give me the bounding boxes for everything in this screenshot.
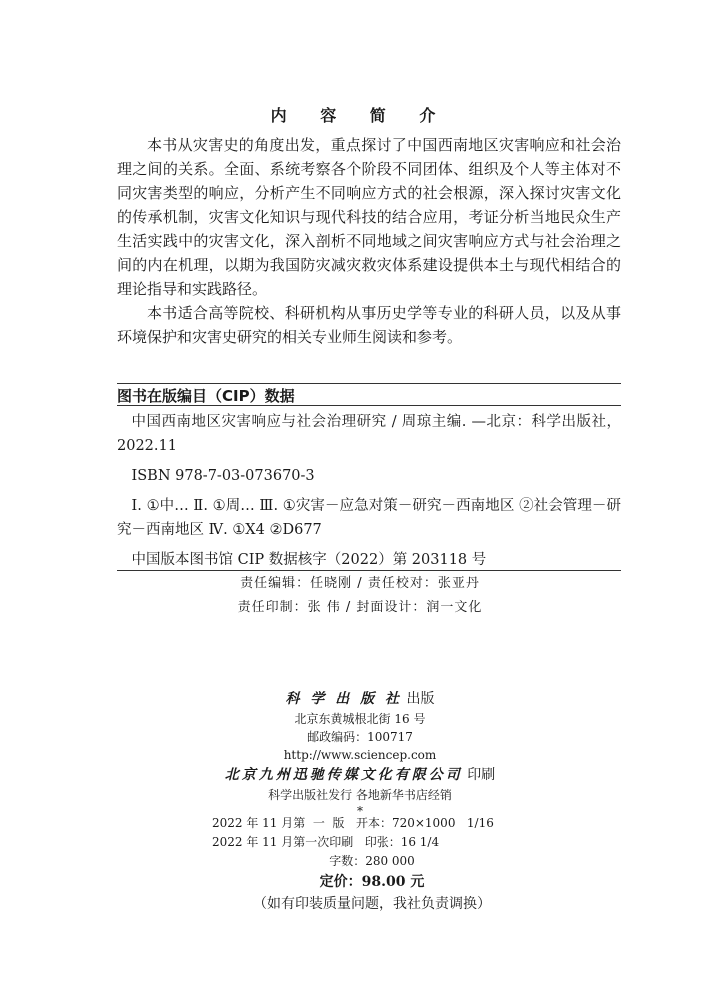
intro-paragraph: 本书适合高等院校、科研机构从事历史学等专业的科研人员，以及从事环境保护和灾害史研究的相关专业师生阅读和参考。 [117,304,621,346]
cip-header: 图书在版编目（CIP）数据 [117,387,295,405]
printer-name: 北京九州迅驰传媒文化有限公司 [224,767,463,783]
separator-star: * [357,804,363,818]
distribution-line: 科学出版社发行 各地新华书店经销 [268,788,452,802]
word-count: 字数：280 000 [329,854,415,868]
publisher-line [0,688,720,710]
cip-number: 中国版本图书馆 CIP 数据核字（2022）第 203118 号 [131,552,487,568]
cip-divider-bottom [117,570,621,571]
cip-divider-top [117,383,621,384]
edition-line: 2022 年 11 月第 一 版 开本：720×1000 1/16 [212,816,494,830]
publisher-address: 北京东黄城根北街 16 号 [294,712,426,726]
price: 定价：98.00 元 [319,874,425,890]
publisher-name-suffix: 出版 [406,691,435,707]
publisher-website: http://www.sciencep.com [283,748,437,762]
printer-line [0,764,720,786]
cip-divider-middle [117,405,621,406]
intro-paragraph: 本书从灾害史的角度出发，重点探讨了中国西南地区灾害响应和社会治理之间的关系。全面、系统考察各个阶段不同团体、组织及个人等主体对不同灾害类型的响应，分析产生不同响应方式的社会根源，深入探讨灾害文化的传承机制，灾害文化知识与现代科技的结合应用，考证分析当地民众生产生活实践中的灾害文化，深入剖析不同地域之间灾害响应方式与社会治理之间的内在机理，以期为我国防灾减灾救灾体系建设提供本土与现代相结合的理论指导和实践路径。 [117,136,621,298]
cip-record [117,410,621,578]
credits [0,572,720,620]
intro-section [117,133,621,349]
printer-suffix: 印刷 [467,767,496,783]
credits-production: 责任印制：张 伟 / 封面设计：润一文化 [237,600,483,615]
publisher-postcode: 邮政编码：100717 [307,730,413,744]
publisher-name: 科 学 出 版 社 [285,691,403,707]
publisher-info [0,688,720,818]
cip-isbn: ISBN 978-7-03-073670-3 [131,468,315,484]
quality-notice: （如有印装质量问题，我社负责调换） [253,896,491,912]
edition-specs [212,814,532,915]
cip-citation: 中国西南地区灾害响应与社会治理研究 / 周琼主编. —北京：科学出版社，2022.11 [117,414,621,454]
credits-editors: 责任编辑：任晓刚 / 责任校对：张亚丹 [240,576,480,591]
intro-title: 内 容 简 介 [270,106,450,125]
cip-subjects: Ⅰ. ①中… Ⅱ. ①周… Ⅲ. ①灾害－应急对策－研究－西南地区 ②社会管理－研究－西南地区 Ⅳ. ①X4 ②D677 [117,498,621,538]
printing-line: 2022 年 11 月第一次印刷 印张：16 1/4 [212,835,440,849]
